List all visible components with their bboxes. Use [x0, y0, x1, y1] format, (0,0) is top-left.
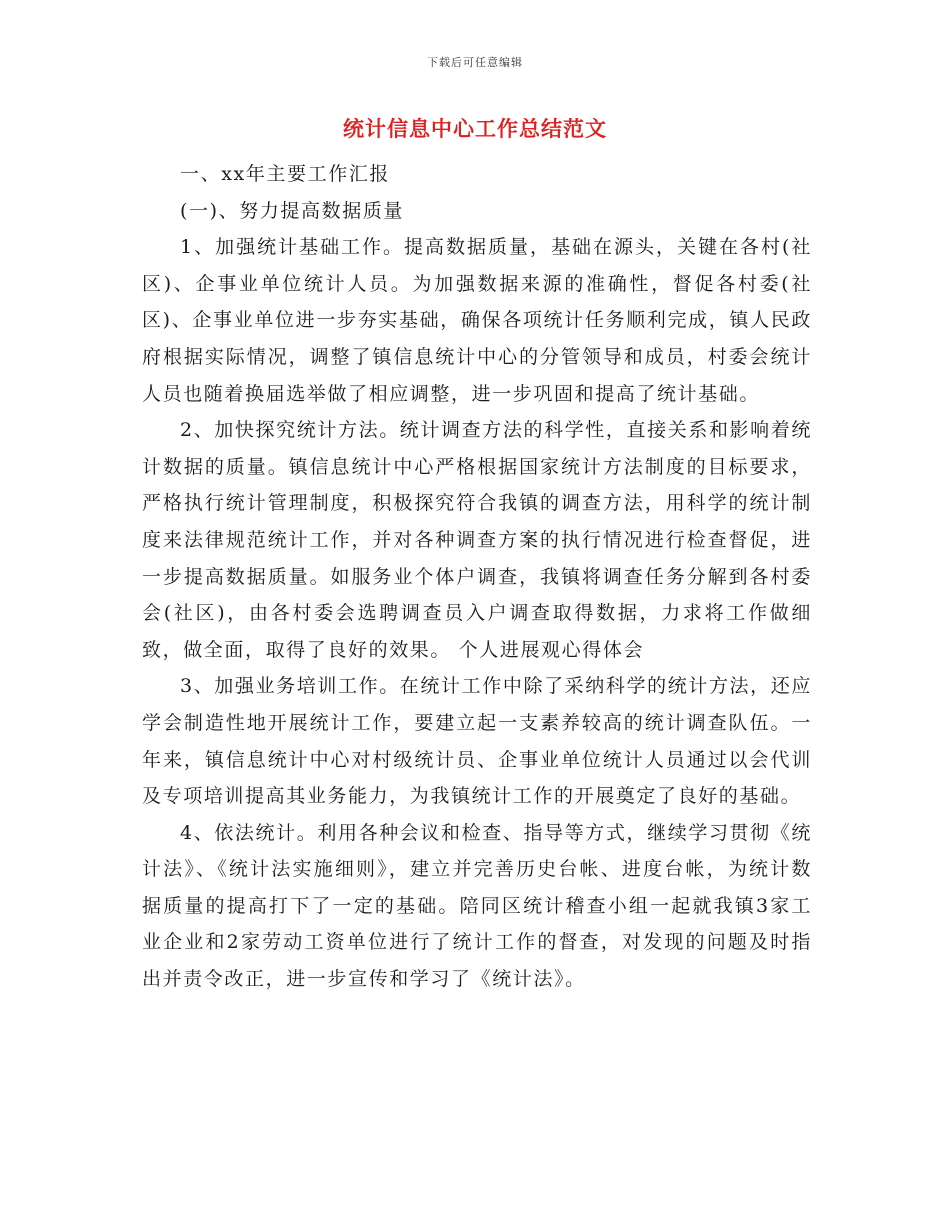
subsection-heading: (一)、努力提高数据质量	[180, 199, 405, 222]
paragraph-1: 1、加强统计基础工作。提高数据质量，基础在源头，关键在各村(社区)、企事业单位统计人员。为加强数据来源的准确性，督促各村委(社区)、企事业单位进一步夯实基础，确保各项统计任务顺利完成，镇人民政府根据实际情况，调整了镇信息统计中心的分管领导和成员，村委会统计人员也随着换届选举做了相应调整，进一步巩固和提高了统计基础。	[142, 236, 812, 405]
paragraph-3: 3、加强业务培训工作。在统计工作中除了采纳科学的统计方法，还应学会制造性地开展统计工作，要建立起一支素养较高的统计调查队伍。一年来，镇信息统计中心对村级统计员、企事业单位统计人员通过以会代训及专项培训提高其业务能力，为我镇统计工作的开展奠定了良好的基础。	[142, 675, 812, 808]
document-title: 统计信息中心工作总结范文	[343, 117, 607, 141]
document-body	[142, 156, 812, 998]
header-note: 下载后可任意编辑	[427, 56, 523, 69]
paragraph-2: 2、加快探究统计方法。统计调查方法的科学性，直接关系和影响着统计数据的质量。镇信息统计中心严格根据国家统计方法制度的目标要求，严格执行统计管理制度，积极探究符合我镇的调查方法，用科学的统计制度来法律规范统计工作，并对各种调查方案的执行情况进行检查督促，进一步提高数据质量。如服务业个体户调查，我镇将调查任务分解到各村委会(社区)，由各村委会选聘调查员入户调查取得数据，力求将工作做细致，做全面，取得了良好的效果。 个人进展观心得体会	[142, 419, 812, 661]
paragraph-4: 4、依法统计。利用各种会议和检查、指导等方式，继续学习贯彻《统计法》、《统计法实施细则》，建立并完善历史台帐、进度台帐，为统计数据质量的提高打下了一定的基础。陪同区统计稽查小组一起就我镇3家工业企业和2家劳动工资单位进行了统计工作的督查，对发现的问题及时指出并责令改正，进一步宣传和学习了《统计法》。	[142, 821, 812, 991]
section-heading: 一、xx年主要工作汇报	[180, 163, 391, 185]
